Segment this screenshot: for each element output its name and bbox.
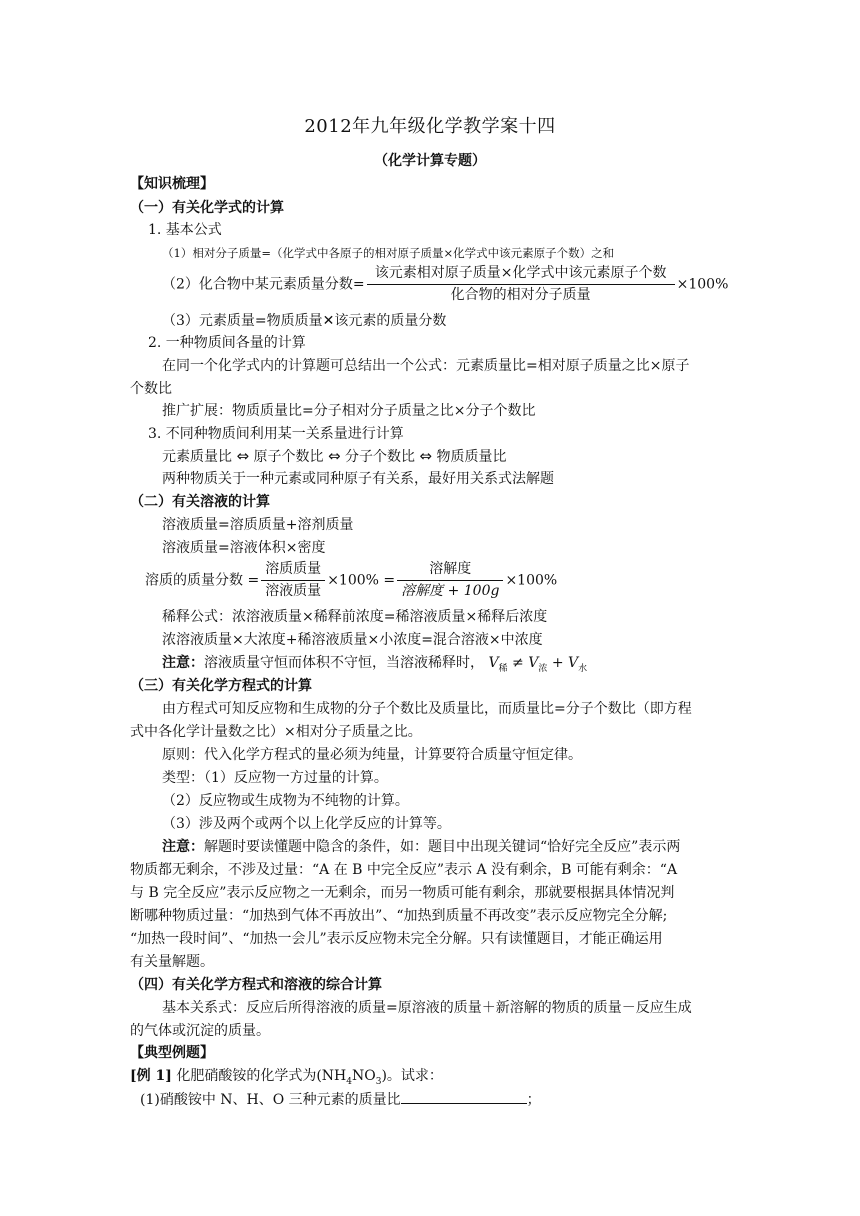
- s2-fraction-2-denominator: 溶解度 + 100g: [401, 583, 500, 599]
- s1-item-2-text-line-1: 在同一个化学式内的计算题可总结出一个公式：元素质量比=相对原子质量之比×原子: [162, 358, 690, 374]
- volume-symbol: V: [568, 655, 579, 671]
- s3-para-1-line-2: 式中各化学计量数之比）×相对分子质量之比。: [130, 724, 422, 740]
- s1-formula-2-suffix: ×100%: [676, 276, 729, 293]
- s2-formula-prefix: 溶质的质量分数 =: [145, 572, 260, 589]
- page-subtitle: （化学计算专题）: [374, 153, 486, 169]
- s2-formula-suffix: ×100%: [505, 572, 558, 589]
- s2-line-2: 溶液质量=溶液体积×密度: [162, 540, 326, 556]
- volume-symbol: V: [488, 655, 499, 671]
- s1-formula-1: （1）相对分子质量=（化学式中各原子的相对原子质量×化学式中该元素原子个数）之和: [162, 246, 615, 260]
- section-2-heading: （二）有关溶液的计算: [130, 494, 270, 510]
- volume-sub-concentrated: 浓: [538, 663, 548, 674]
- s1-item-2-text-line-2: 个数比: [130, 381, 172, 397]
- s2-fraction-1-denominator: 溶液质量: [265, 583, 322, 599]
- example-1-text-c: )。试求：: [381, 1068, 443, 1084]
- s2-fraction-1: [261, 560, 325, 601]
- s1-formula-2-fraction: [367, 264, 675, 305]
- example-1-question-1: [140, 1089, 541, 1110]
- s3-type-2: （2）反应物或生成物为不纯物的计算。: [162, 793, 409, 809]
- s1-item-2-extension: 推广扩展：物质质量比=分子相对分子质量之比×分子个数比: [162, 403, 536, 419]
- s4-para-line-2: 的气体或沉淀的质量。: [130, 1023, 270, 1039]
- example-1-sub-4: 4: [346, 1076, 352, 1087]
- section-examples-heading: 【典型例题】: [130, 1045, 214, 1061]
- page-title: 2012年九年级化学教学案十四: [304, 116, 556, 137]
- s1-item-1: 1. 基本公式: [148, 222, 222, 238]
- chain-element-mass-ratio: 元素质量比: [162, 449, 232, 465]
- s3-note-line-4: 断哪种物质过量：“加热到气体不再放出”、“加热到质量不再改变”表示反应物完全分解;: [130, 908, 668, 924]
- section-4-heading: （四）有关化学方程式和溶液的综合计算: [130, 977, 382, 993]
- example-1-text-a: 化肥硝酸铵的化学式为(NH: [171, 1068, 347, 1084]
- s3-note-line-2: 物质都无剩余，不涉及过量：“A 在 B 中完全反应”表示 A 没有剩余，B 可能有剩余：“A: [130, 862, 678, 878]
- chain-molecule-count-ratio: 分子个数比: [344, 449, 415, 465]
- volume-sub-dilute: 稀: [498, 663, 508, 674]
- s2-fraction-2-numerator: 溶解度: [397, 560, 503, 581]
- s2-mass-fraction-formula: [145, 560, 557, 601]
- double-arrow-icon: ⇔: [236, 447, 250, 465]
- s3-note-line-3: 与 B 完全反应”表示反应物之一无剩余，而另一物质可能有剩余，那就要根据具体情况判: [130, 885, 675, 901]
- section-3-heading: （三）有关化学方程式的计算: [130, 678, 312, 694]
- s3-note-line-6: 有关量解题。: [130, 954, 214, 970]
- double-arrow-icon: ⇔: [327, 447, 341, 465]
- example-1-label: [例 1]: [130, 1068, 172, 1084]
- s2-fraction-2: [397, 560, 503, 601]
- s1-formula-2-prefix: （2）化合物中某元素质量分数=: [162, 276, 365, 293]
- s3-note-line-1: [162, 837, 680, 857]
- s1-formula-2: [162, 264, 728, 305]
- not-equal-sign: ≠: [507, 655, 529, 671]
- example-1-sub-3: 3: [375, 1076, 382, 1087]
- s1-formula-2-denominator: 化合物的相对分子质量: [450, 287, 591, 303]
- s2-note: [162, 653, 587, 679]
- plus-sign: +: [547, 655, 569, 671]
- s3-type-1: 类型：（1）反应物一方过量的计算。: [162, 770, 388, 786]
- s3-para-1-line-1: 由方程式可知反应物和生成物的分子个数比及质量比，而质量比=分子个数比（即方程: [162, 701, 692, 717]
- s2-fraction-1-numerator: 溶质质量: [261, 560, 325, 581]
- section-knowledge-heading: 【知识梳理】: [130, 176, 214, 192]
- volume-sub-water: 水: [578, 663, 588, 674]
- question-1-text: (1)硝酸铵中 N、H、O 三种元素的质量比: [140, 1092, 401, 1108]
- s1-formula-2-numerator: 该元素相对原子质量×化学式中该元素原子个数: [367, 264, 675, 285]
- answer-blank[interactable]: [401, 1089, 527, 1104]
- s3-note-line-5: “加热一段时间”、“加热一会儿”表示反应物未完全分解。只有读懂题目，才能正确运用: [130, 931, 663, 947]
- s2-formula-middle: ×100% =: [327, 572, 396, 589]
- volume-symbol: V: [528, 655, 539, 671]
- s2-line-1: 溶液质量=溶质质量+溶剂质量: [162, 517, 354, 533]
- chain-atom-count-ratio: 原子个数比: [253, 449, 324, 465]
- s2-note-text: 溶液质量守恒而体积不守恒，当溶液稀释时，: [204, 655, 484, 671]
- s3-note-text-1: 解题时要读懂题中隐含的条件，如：题目中出现关键词“恰好完全反应”表示两: [204, 839, 681, 855]
- double-arrow-icon: ⇔: [419, 447, 432, 465]
- s1-formula-3: （3）元素质量=物质质量✕该元素的质量分数: [162, 313, 447, 329]
- question-1-end: ；: [526, 1092, 541, 1108]
- s2-note-label: 注意：: [162, 655, 204, 671]
- example-1-text-b: NO: [351, 1068, 376, 1084]
- s2-line-4: 浓溶液质量×大浓度+稀溶液质量×小浓度=混合溶液×中浓度: [162, 632, 543, 648]
- chain-substance-mass-ratio: 物质质量比: [436, 449, 507, 465]
- s3-note-label: 注意：: [162, 839, 204, 855]
- s3-type-3: （3）涉及两个或两个以上化学反应的计算等。: [162, 816, 451, 832]
- s1-item-2: 2. 一种物质间各量的计算: [148, 335, 306, 351]
- s1-relation-chain: [162, 446, 506, 467]
- s2-line-3: 稀释公式：浓溶液质量×稀释前浓度=稀溶液质量×稀释后浓度: [162, 609, 548, 625]
- section-1-heading: （一）有关化学式的计算: [130, 200, 284, 216]
- s1-item-3-text: 两种物质关于一种元素或同种原子有关系，最好用关系式法解题: [162, 471, 554, 487]
- example-1-statement: [130, 1066, 443, 1092]
- s4-para-line-1: 基本关系式：反应后所得溶液的质量=原溶液的质量＋新溶解的物质的质量－反应生成: [162, 1000, 692, 1016]
- s3-principle: 原则：代入化学方程式的量必须为纯量，计算要符合质量守恒定律。: [162, 747, 582, 763]
- s1-item-3: 3. 不同种物质间利用某一关系量进行计算: [148, 426, 404, 442]
